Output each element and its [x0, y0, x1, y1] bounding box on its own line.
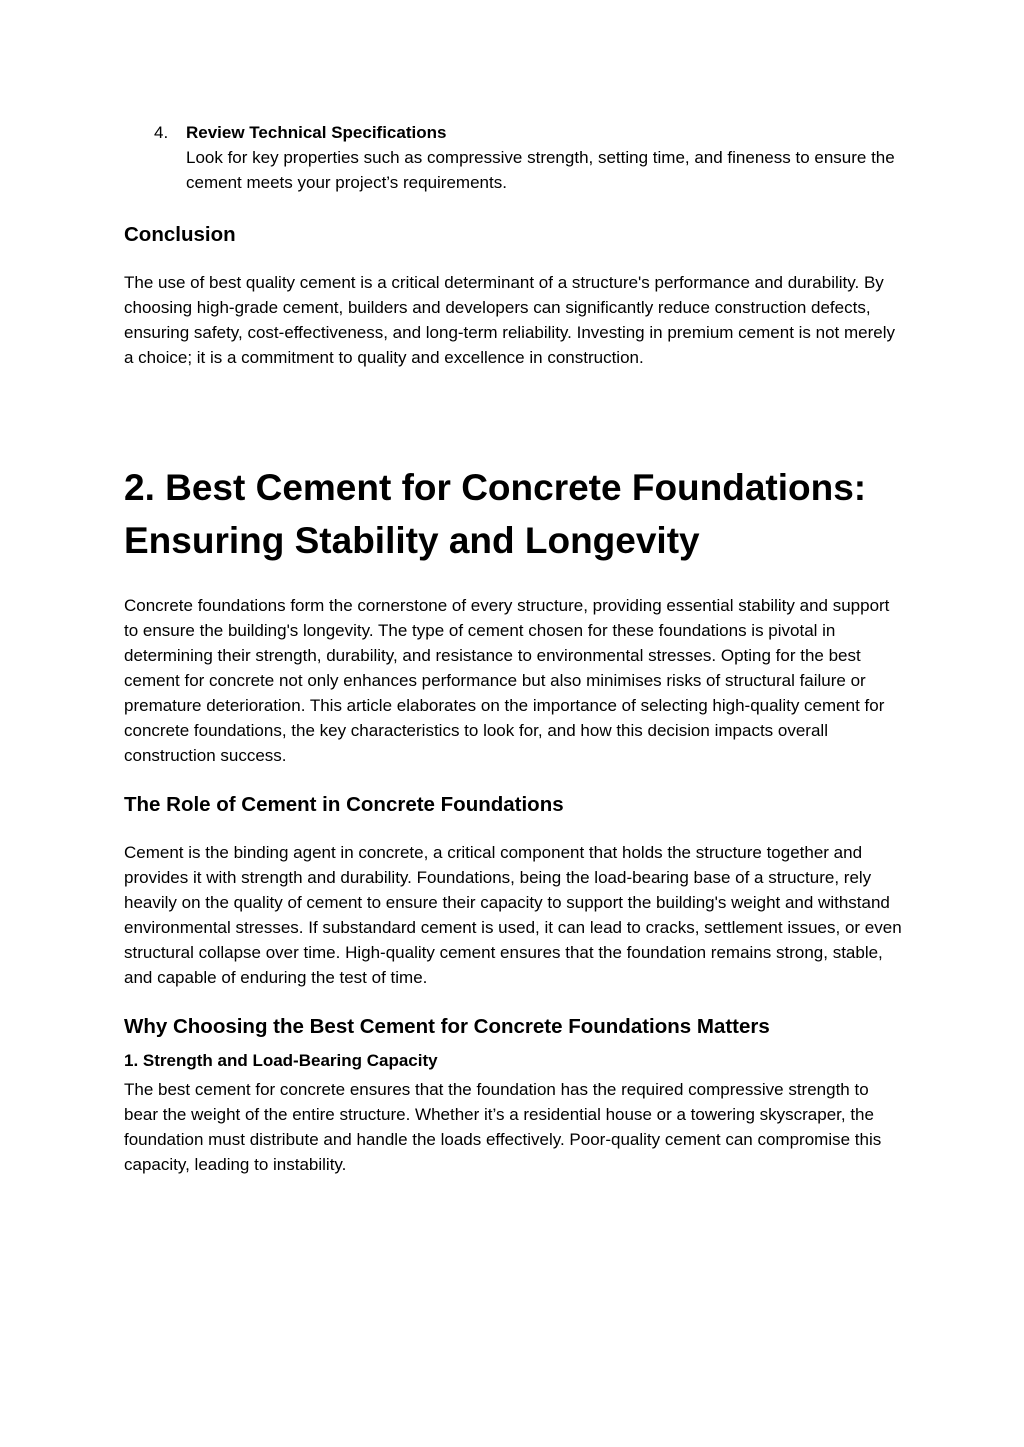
article-title: 2. Best Cement for Concrete Foundations: Ensuring Stability and Longevity	[124, 467, 867, 561]
why-subheading: 1. Strength and Load-Bearing Capacity	[124, 1051, 438, 1070]
why-paragraph: The best cement for concrete ensures that the foundation has the required compressive strength to bear the weight of the entire structure. Whether it’s a residential house or a towering skyscraper, the foundation must distribute and handle the loads effectively. Poor-quality cement can compromise this capacity, leading to instability.	[124, 1080, 882, 1174]
list-item-body: Look for key properties such as compressive strength, setting time, and fineness to ensure the cement meets your project’s requirements.	[186, 148, 895, 192]
document-page	[124, 120, 904, 1177]
role-paragraph: Cement is the binding agent in concrete, a critical component that holds the structure together and provides it with strength and durability. Foundations, being the load-bearing base of a structure, rely heavily on the quality of cement to ensure their capacity to support the building's weight and withstand environmental stresses. If substandard cement is used, it can lead to cracks, settlement issues, or even structural collapse over time. High-quality cement ensures that the foundation remains strong, stable, and capable of enduring the test of time.	[124, 843, 902, 987]
conclusion-paragraph: The use of best quality cement is a critical determinant of a structure's performance and durability. By choosing high-grade cement, builders and developers can significantly reduce construction defects, ensuring safety, cost-effectiveness, and long-term reliability. Investing in premium cement is not merely a choice; it is a commitment to quality and excellence in construction.	[124, 273, 896, 367]
role-heading: The Role of Cement in Concrete Foundations	[124, 793, 564, 816]
why-heading: Why Choosing the Best Cement for Concrete Foundations Matters	[124, 1015, 770, 1038]
list-number: 4.	[154, 123, 169, 142]
conclusion-heading: Conclusion	[124, 223, 236, 246]
list-item	[124, 120, 904, 195]
list-item-title: Review Technical Specifications	[186, 123, 447, 142]
article-intro-paragraph: Concrete foundations form the cornerstone of every structure, providing essential stability and support to ensure the building's longevity. The type of cement chosen for these foundations is pivotal in determining their strength, durability, and resistance to environmental stresses. Opting for the best cement for concrete not only enhances performance but also minimises risks of structural failure or premature deterioration. This article elaborates on the importance of selecting high-quality cement for concrete foundations, the key characteristics to look for, and how this decision impacts overall construction success.	[124, 596, 890, 765]
